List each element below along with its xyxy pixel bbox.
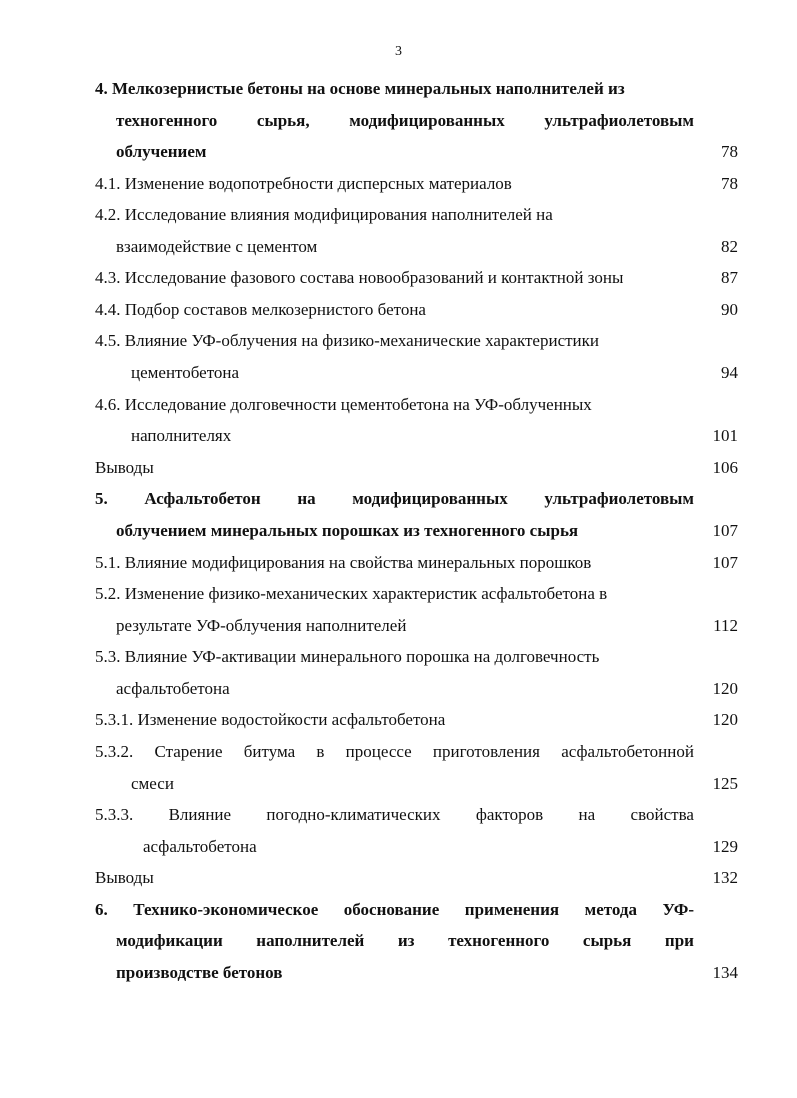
- toc-section-4-6-page: 101: [712, 426, 738, 445]
- toc-section-5-2-page: 112: [713, 616, 738, 635]
- toc-section-4-5-page: 94: [721, 363, 738, 382]
- toc-chapter-6-line3: производстве бетонов: [116, 963, 283, 982]
- toc-section-4-6-line2: наполнителях: [131, 426, 232, 445]
- toc-section-4-4: 4.4. Подбор составов мелкозернистого бетона: [95, 300, 426, 319]
- toc-chapter-6-page: 134: [712, 963, 738, 982]
- toc-chapter-4-page: 78: [721, 142, 738, 161]
- toc-section-4-1: 4.1. Изменение водопотребности дисперсных материалов: [95, 174, 512, 193]
- toc-section-5-3-2-line2: смеси: [131, 774, 174, 793]
- toc-conclusions-4-page: 106: [712, 458, 738, 477]
- toc-section-4-5-line1: 4.5. Влияние УФ-облучения на физико-механические характеристики: [95, 331, 600, 350]
- toc-section-5-3-2-page: 125: [712, 774, 738, 793]
- toc-section-4-6-line1: 4.6. Исследование долговечности цементобетона на УФ-облученных: [95, 395, 592, 414]
- toc-section-5-2-line1: 5.2. Изменение физико-механических характеристик асфальтобетона в: [95, 584, 608, 603]
- toc-chapter-5-page: 107: [712, 521, 738, 540]
- toc-chapter-4-line1: 4. Мелкозернистые бетоны на основе минеральных наполнителей из: [95, 79, 625, 98]
- toc-chapter-4-line3: облучением: [116, 142, 207, 161]
- toc-section-5-3-3-page: 129: [712, 837, 738, 856]
- toc-chapter-6-line1: 6. Технико-экономическое обоснование применения метода УФ-: [95, 900, 694, 919]
- toc-section-4-2-line2: взаимодействие с цементом: [116, 237, 318, 256]
- toc-section-4-4-page: 90: [721, 300, 738, 319]
- toc-section-5-3-3-line1: 5.3.3. Влияние погодно-климатических факторов на свойства: [95, 805, 694, 824]
- page-number: 3: [395, 44, 402, 59]
- toc-section-4-3: 4.3. Исследование фазового состава новообразований и контактной зоны: [95, 268, 624, 287]
- toc-section-5-3-line2: асфальтобетона: [116, 679, 230, 698]
- toc-section-5-3-1-page: 120: [712, 710, 738, 729]
- toc-section-4-5-line2: цементобетона: [131, 363, 240, 382]
- toc-section-5-2-line2: результате УФ-облучения наполнителей: [116, 616, 407, 635]
- toc-section-4-1-page: 78: [721, 174, 738, 193]
- toc-conclusions-5-page: 132: [712, 868, 738, 887]
- toc-chapter-5-line2: облучением минеральных порошках из техногенного сырья: [116, 521, 579, 540]
- toc-section-4-3-page: 87: [721, 268, 738, 287]
- toc-conclusions-4: Выводы: [95, 458, 154, 477]
- toc-chapter-5-line1: 5. Асфальтобетон на модифицированных ультрафиолетовым: [95, 489, 694, 508]
- toc-section-5-3-3-line2: асфальтобетона: [143, 837, 257, 856]
- toc-section-5-3-1: 5.3.1. Изменение водостойкости асфальтобетона: [95, 710, 446, 729]
- toc-conclusions-5: Выводы: [95, 868, 154, 887]
- toc-chapter-6-line2: модификации наполнителей из техногенного сырья при: [116, 931, 694, 950]
- toc-section-4-2-line1: 4.2. Исследование влияния модифицирования наполнителей на: [95, 205, 553, 224]
- toc-section-5-1-page: 107: [712, 553, 738, 572]
- toc-section-4-2-page: 82: [721, 237, 738, 256]
- toc-section-5-3-page: 120: [712, 679, 738, 698]
- toc-section-5-1: 5.1. Влияние модифицирования на свойства минеральных порошков: [95, 553, 592, 572]
- toc-section-5-3-2-line1: 5.3.2. Старение битума в процессе приготовления асфальтобетонной: [95, 742, 694, 761]
- toc-section-5-3-line1: 5.3. Влияние УФ-активации минерального порошка на долговечность: [95, 647, 600, 666]
- toc-chapter-4-line2: техногенного сырья, модифицированных ультрафиолетовым: [116, 111, 694, 130]
